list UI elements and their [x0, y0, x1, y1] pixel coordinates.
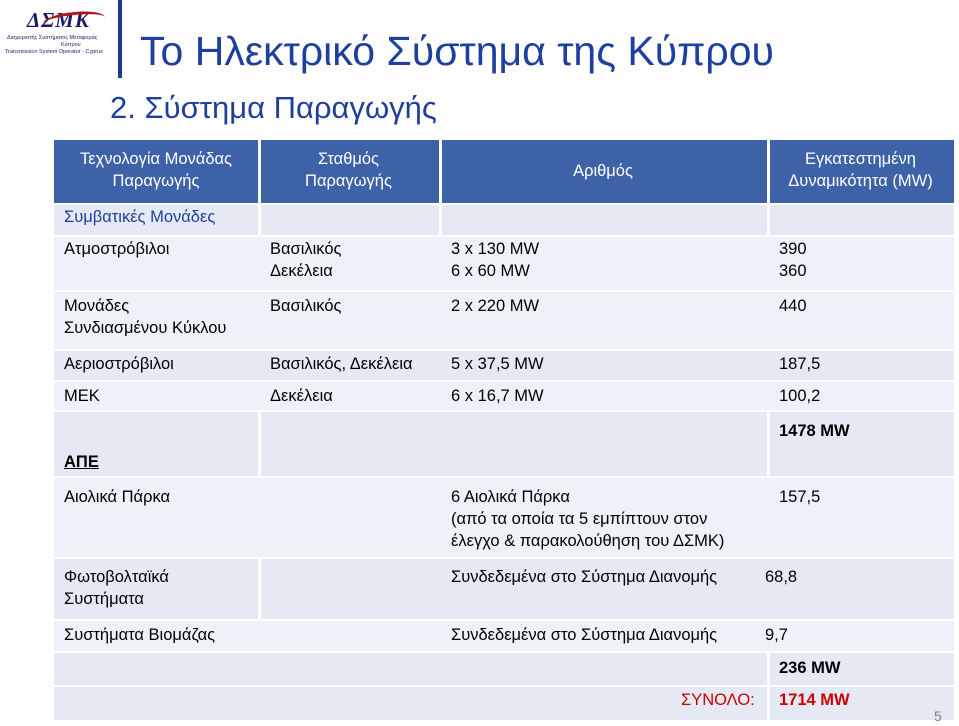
combined-station: Βασιλικός [270, 297, 342, 315]
slide-title: Το Ηλεκτρικό Σύστημα της Κύπρου [140, 28, 774, 74]
biomass-number: Συνδεδεμένα στο Σύστημα Διανομής [451, 626, 718, 644]
gas-number: 5 x 37,5 MW [451, 355, 544, 373]
wind-capacity: 157,5 [779, 488, 821, 506]
total-label: ΣΥΝΟΛΟ: [681, 691, 755, 709]
pv-tech: Φωτοβολταϊκά Συστήματα [64, 568, 169, 608]
mek-tech: ΜΕΚ [64, 387, 100, 405]
mek-station: Δεκέλεια [270, 387, 333, 405]
page-number: 5 [934, 708, 942, 724]
header-station: Σταθμός Παραγωγής [305, 150, 392, 190]
logo-line-1: Διαχειριστής Συστήματος Μεταφοράς [7, 35, 98, 41]
mek-capacity: 100,2 [779, 387, 821, 405]
gas-capacity: 187,5 [779, 355, 821, 373]
wind-tech: Αιολικά Πάρκα [64, 488, 171, 506]
steam-tech: Ατμοστρόβιλοι [64, 240, 170, 258]
pv-capacity: 68,8 [765, 568, 798, 586]
combined-capacity: 440 [779, 297, 807, 315]
renewables-subtotal: 236 MW [779, 659, 841, 677]
combined-number: 2 x 220 MW [451, 297, 540, 315]
header-number: Αριθμός [573, 162, 633, 180]
total-value: 1714 MW [779, 691, 850, 709]
conventional-subtotal: 1478 MW [779, 422, 850, 440]
conventional-heading: Συμβατικές Μονάδες [64, 208, 216, 226]
header-capacity: Εγκατεστημένη Δυναμικότητα (MW) [788, 150, 933, 190]
biomass-capacity: 9,7 [765, 626, 788, 644]
steam-capacity: 390 360 [779, 240, 807, 280]
gas-station: Βασιλικός, Δεκέλεια [270, 355, 413, 373]
logo-mark: ΔΣΜΚ [27, 8, 90, 32]
steam-station: Βασιλικός Δεκέλεια [270, 240, 342, 280]
logo-line-2: Κύπρου [61, 42, 81, 48]
slide-subtitle: 2. Σύστημα Παραγωγής [110, 90, 437, 125]
renewables-heading: ΑΠΕ [64, 453, 99, 471]
pv-number: Συνδεδεμένα στο Σύστημα Διανομής [451, 568, 718, 586]
combined-tech: Μονάδες Συνδιασμένου Κύκλου [64, 297, 227, 337]
gas-tech: Αεριοστρόβιλοι [64, 355, 174, 373]
header-technology: Τεχνολογία Μονάδας Παραγωγής [80, 150, 232, 190]
wind-number: 6 Αιολικά Πάρκα (από τα οποία τα 5 εμπίπτουν στον έλεγχο & παρακολούθηση του ΔΣΜΚ) [451, 488, 725, 550]
dsmk-logo [5, 8, 105, 56]
mek-number: 6 x 16,7 MW [451, 387, 544, 405]
title-divider [118, 0, 122, 78]
steam-number: 3 x 130 MW 6 x 60 MW [451, 240, 540, 280]
generation-table [54, 140, 954, 720]
logo-line-3: Transmission System Operator - Cyprus [5, 49, 103, 55]
biomass-tech: Συστήματα Βιομάζας [64, 626, 216, 644]
